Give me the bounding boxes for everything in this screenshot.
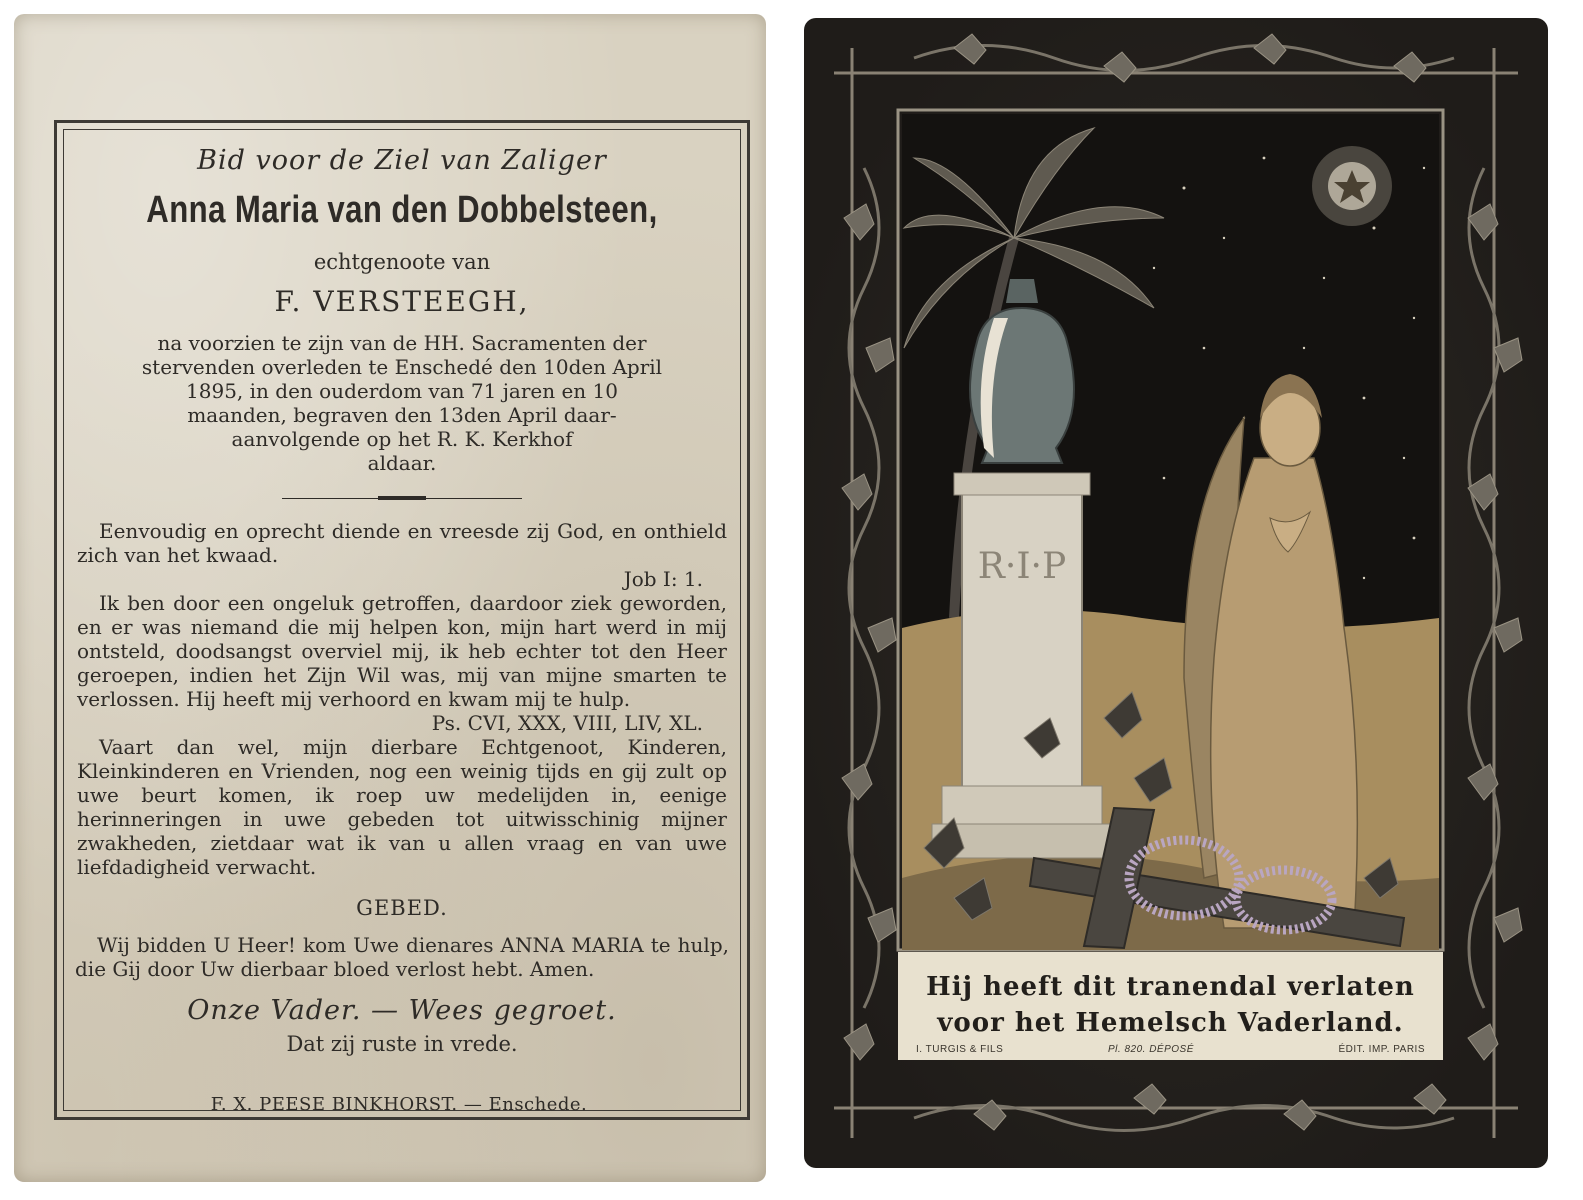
verse-job: Eenvoudig en oprecht diende en vreesde zij God, en onthield zich van het kwaad. <box>77 519 727 567</box>
caption-line-1: Hij heeft dit tranendal verlaten <box>926 972 1415 1002</box>
rest-in-peace-line: Dat zij ruste in vrede. <box>286 1032 518 1056</box>
death-notice-line: 1895, in den ouderdom van 71 jaren en 10 <box>186 379 618 403</box>
death-notice-line: maanden, begraven den 13den April daar- <box>187 403 617 427</box>
prayer-text: Wij bidden U Heer! kom Uwe dienares ANNA MARIA te hulp, die Gij door Uw dierbaar bloed verlost hebt. Amen. <box>75 933 729 981</box>
death-notice-line: aldaar. <box>367 451 437 475</box>
radiant-star-icon <box>1312 146 1392 226</box>
death-notice-line: na voorzien te zijn van de HH. Sacramenten der <box>157 331 647 355</box>
memorial-card-image-side <box>804 18 1548 1168</box>
death-notice <box>75 331 729 475</box>
spouse-intro: echtgenoote van <box>313 250 491 274</box>
memorial-card-text-side <box>14 14 766 1182</box>
card-text-column <box>75 143 729 1057</box>
verse-psalms: Ik ben door een ongeluk getroffen, daardoor ziek geworden, en er was niemand die mij helpen kon, mijn hart werd in mij ontsteld, doodsangst overviel mij, ik heb echter tot den Heer geroepen, indien het Zijn Wil was, mij van mijne smarten te verlossen. Hij heeft mij verhoord en kwam mij te hulp. <box>77 591 727 711</box>
publisher-name: I. TURGIS & FILS <box>916 1044 1004 1055</box>
monument-inscription: R·I·P <box>977 546 1067 587</box>
spouse-name: F. VERSTEEGH, <box>274 285 530 318</box>
verse-psalms-reference: Ps. CVI, XXX, VIII, LIV, XL. <box>431 711 703 735</box>
printer-credit: F. X. PEESE BINKHORST. — Enschede. <box>210 1094 588 1115</box>
caption-line-2: voor het Hemelsch Vaderland. <box>937 1008 1404 1038</box>
caption-panel <box>898 952 1443 1060</box>
ornamental-divider <box>282 495 522 503</box>
closing-prayers: Onze Vader. — Wees gegroet. <box>187 995 617 1026</box>
prayer-heading: Bid voor de Ziel van Zaliger <box>197 145 607 176</box>
card-border <box>54 120 750 1120</box>
prayer-title: GEBED. <box>356 896 448 920</box>
plate-number: Pl. 820. DÉPOSÉ <box>1108 1044 1194 1055</box>
verse-job-reference: Job I: 1. <box>623 567 703 591</box>
death-notice-line: aanvolgende op het R. K. Kerkhof <box>231 427 573 451</box>
death-notice-line: stervenden overleden te Enschedé den 10den April <box>141 355 663 379</box>
verses-block <box>75 519 729 879</box>
deceased-name: Anna Maria van den Dobbelsteen, <box>146 189 658 231</box>
farewell-text: Vaart dan wel, mijn dierbare Echtgenoot, Kinderen, Kleinkinderen en Vrienden, nog een weinig tijds en gij zult op uwe beurt komen, ik roep uw medelijden in, eenige herinneringen in uwe gebeden tot uitwisschinig mijner zwakheden, zietdaar wat ik van u allen vraag en van uwe liefdadigheid verwacht. <box>77 735 727 879</box>
publisher-location: ÉDIT. IMP. PARIS <box>1338 1044 1425 1055</box>
